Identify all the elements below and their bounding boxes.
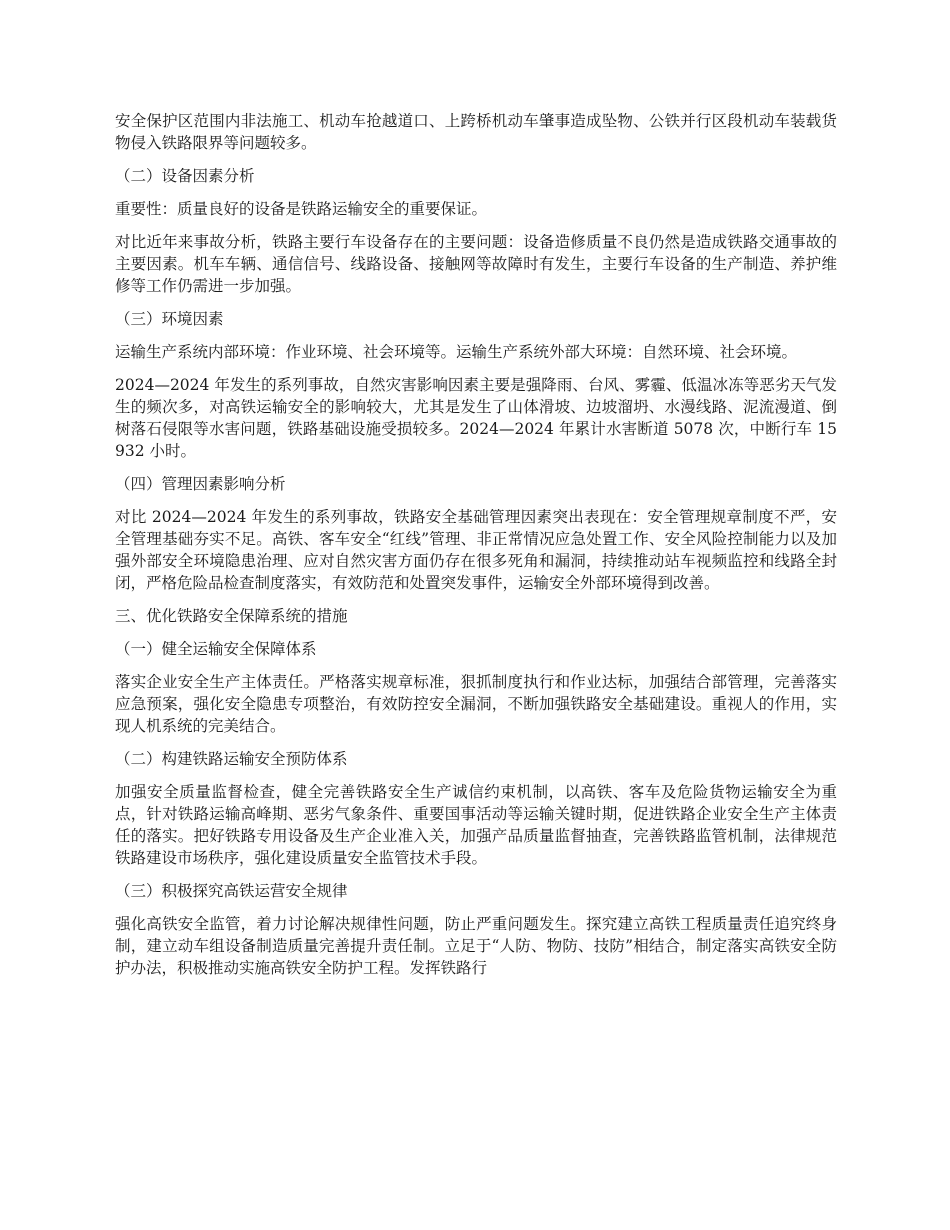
paragraph-management-analysis: 对比 2024—2024 年发生的系列事故，铁路安全基础管理因素突出表现在：安全管理规章制度不严，安全管理基础夯实不足。高铁、客车安全“红线”管理、非正常情况应急处置工作、安全风险控制能力以及加强外部安全环境隐患治理、应对自然灾害方面仍存在很多死角和漏洞，持续推动站车视频监控和线路全封闭，严格危险品检查制度落实，有效防范和处置突发事件，运输安全外部环境得到改善。 bbox=[115, 508, 837, 592]
paragraph-safety-system: 落实企业安全生产主体责任。严格落实规章标准，狠抓制度执行和作业达标，加强结合部管理，完善落实应急预案，强化安全隐患专项整治，有效防控安全漏洞，不断加强铁路安全基础建设。重视人的作用，实现人机系统的完美结合。 bbox=[115, 673, 837, 735]
paragraph-protection-zone: 安全保护区范围内非法施工、机动车抢越道口、上跨桥机动车肇事造成坠物、公铁并行区段机动车装载货物侵入铁路限界等问题较多。 bbox=[115, 112, 837, 152]
paragraph-natural-disasters: 2024—2024 年发生的系列事故，自然灾害影响因素主要是强降雨、台风、雾霾、低温冰冻等恶劣天气发生的频次多，对高铁运输安全的影响较大，尤其是发生了山体滑坡、边坡溜坍、水漫线路、泥流漫道、倒树落石侵限等水害问题，铁路基础设施受损较多。2024—2024 年累计水害断道 5078 次，中断行车 15932 小时。 bbox=[115, 376, 837, 460]
heading-prevention-system: （二）构建铁路运输安全预防体系 bbox=[115, 750, 348, 768]
document-page bbox=[115, 110, 837, 990]
paragraph-equipment-problems: 对比近年来事故分析，铁路主要行车设备存在的主要问题：设备造修质量不良仍然是造成铁路交通事故的主要因素。机车车辆、通信信号、线路设备、接触网等故障时有发生，主要行车设备的生产制造、养护维修等工作仍需进一步加强。 bbox=[115, 233, 837, 295]
paragraph-high-speed-rail: 强化高铁安全监管，着力讨论解决规律性问题，防止严重问题发生。探究建立高铁工程质量责任追究终身制，建立动车组设备制造质量完善提升责任制。立足于“人防、物防、技防”相结合，制定落实高铁安全防护办法，积极推动实施高铁安全防护工程。发挥铁路行 bbox=[115, 915, 837, 977]
heading-equipment-factors: （二）设备因素分析 bbox=[115, 167, 255, 185]
heading-high-speed-rail: （三）积极探究高铁运营安全规律 bbox=[115, 882, 348, 900]
heading-management-factors: （四）管理因素影响分析 bbox=[115, 475, 286, 493]
heading-optimization-measures: 三、优化铁路安全保障系统的措施 bbox=[115, 607, 348, 625]
paragraph-equipment-importance: 重要性：质量良好的设备是铁路运输安全的重要保证。 bbox=[115, 200, 488, 218]
paragraph-prevention-system: 加强安全质量监督检查，健全完善铁路安全生产诚信约束机制，以高铁、客车及危险货物运输安全为重点，针对铁路运输高峰期、恶劣气象条件、重要国事活动等运输关键时期，促进铁路企业安全生产主体责任的落实。把好铁路专用设备及生产企业准入关，加强产品质量监督抽查，完善铁路监管机制，法律规范铁路建设市场秩序，强化建设质量安全监管技术手段。 bbox=[115, 783, 837, 867]
heading-safety-system: （一）健全运输安全保障体系 bbox=[115, 640, 317, 658]
heading-environment-factors: （三）环境因素 bbox=[115, 310, 224, 328]
paragraph-environment-types: 运输生产系统内部环境：作业环境、社会环境等。运输生产系统外部大环境：自然环境、社会环境。 bbox=[115, 343, 798, 361]
